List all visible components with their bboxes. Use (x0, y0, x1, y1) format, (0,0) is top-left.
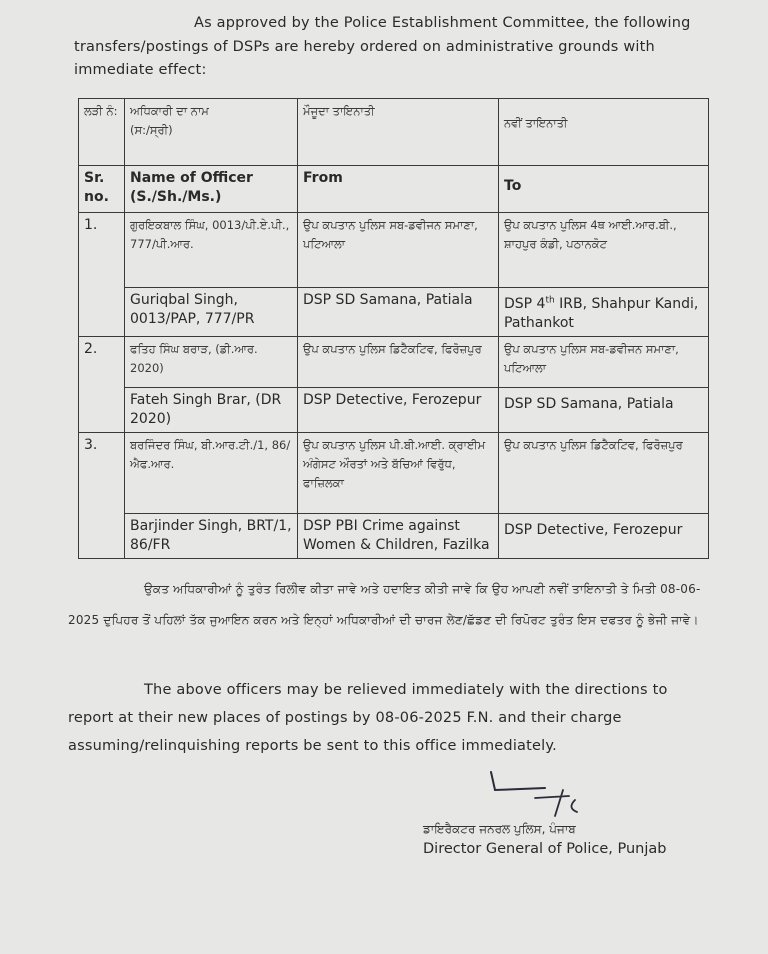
header-sr-pa: ਲੜੀ ਨੰ: (79, 99, 125, 166)
table-row (79, 288, 709, 337)
intro-line-1: As approved by the Police Establishment Committee, the following (194, 15, 691, 31)
row-name-en: Fateh Singh Brar, (DR 2020) (125, 388, 298, 433)
intro-line-2: transfers/postings of DSPs are hereby ordered on administrative grounds with (74, 38, 655, 55)
row-name-en: Barjinder Singh, BRT/1, 86/FR (125, 514, 298, 559)
row-name-pa: ਬਰਜਿੰਦਰ ਸਿੰਘ, ਬੀ.ਆਰ.ਟੀ./1, 86/ਐਫ.ਆਰ. (125, 433, 298, 514)
table-row (79, 433, 709, 514)
english-paragraph: The above officers may be relieved immediately with the directions to report at their new places of postings by 08-06-2025 F.N. and their charge assuming/relinquishing reports be sent to this office immediately. (68, 682, 668, 754)
header-sr: Sr. no. (79, 166, 125, 213)
header-to: To (499, 166, 709, 213)
row-to-en: DSP 4th IRB, Shahpur Kandi, Pathankot (499, 288, 709, 337)
row-from-pa: ਉਪ ਕਪਤਾਨ ਪੁਲਿਸ ਸਬ-ਡਵੀਜਨ ਸਮਾਣਾ, ਪਟਿਆਲਾ (298, 213, 499, 288)
row-name-pa: ਫਤਿਹ ਸਿੰਘ ਬਰਾੜ, (ਡੀ.ਆਰ. 2020) (125, 337, 298, 388)
header-name: Name of Officer (S./Sh./Ms.) (125, 166, 298, 213)
designation-english: Director General of Police, Punjab (423, 841, 667, 857)
row-sr: 3. (79, 433, 125, 559)
row-from-pa: ਉਪ ਕਪਤਾਨ ਪੁਲਿਸ ਡਿਟੈਕਟਿਵ, ਫਿਰੋਜ਼ਪੁਰ (298, 337, 499, 388)
row-to-pa: ਉਪ ਕਪਤਾਨ ਪੁਲਿਸ 4ਥ ਆਈ.ਆਰ.ਬੀ., ਸ਼ਾਹਪੁਰ ਕੰਡੀ, ਪਠਾਨਕੋਟ (499, 213, 709, 288)
table-row (79, 337, 709, 388)
row-from-pa: ਉਪ ਕਪਤਾਨ ਪੁਲਿਸ ਪੀ.ਬੀ.ਆਈ. ਕ੍ਰਾਈਮ ਅੰਗੇਸਟ ਔਰਤਾਂ ਅਤੇ ਬੱਚਿਆਂ ਵਿਰੁੱਧ, ਫਾਜ਼ਿਲਕਾ (298, 433, 499, 514)
row-from-en: DSP SD Samana, Patiala (298, 288, 499, 337)
signature-scribble (485, 768, 605, 820)
row-sr: 2. (79, 337, 125, 433)
row-name-pa: ਗੁਰਇਕਬਾਲ ਸਿੰਘ, 0013/ਪੀ.ਏ.ਪੀ., 777/ਪੀ.ਆਰ. (125, 213, 298, 288)
row-to-pa: ਉਪ ਕਪਤਾਨ ਪੁਲਿਸ ਸਬ-ਡਵੀਜਨ ਸਮਾਣਾ, ਪਟਿਆਲਾ (499, 337, 709, 388)
punjabi-paragraph: ਉਕਤ ਅਧਿਕਾਰੀਆਂ ਨੂੰ ਤੁਰੰਤ ਰਿਲੀਵ ਕੀਤਾ ਜਾਵੇ ਅਤੇ ਹਦਾਇਤ ਕੀਤੀ ਜਾਵੇ ਕਿ ਉਹ ਆਪਣੀ ਨਵੀਂ ਤਾਇਨਾਤੀ ਤੇ ਮਿਤੀ 08-06-2025 ਦੁਪਿਹਰ ਤੋਂ ਪਹਿਲਾਂ ਤੱਕ ਜੁਆਇਨ ਕਰਨ ਅਤੇ ਇਨ੍ਹਾਂ ਅਧਿਕਾਰੀਆਂ ਦੀ ਚਾਰਜ ਲੇਣ/ਛੱਡਣ ਦੀ ਰਿਪੋਰਟ ਤੁਰੰਤ ਇਸ ਦਫਤਰ ਨੂੰ ਭੇਜੀ ਜਾਵੇ। (68, 582, 701, 627)
row-to-pa: ਉਪ ਕਪਤਾਨ ਪੁਲਿਸ ਡਿਟੈਕਟਿਵ, ਫਿਰੋਜ਼ਪੁਰ (499, 433, 709, 514)
header-row-english (79, 166, 709, 213)
row-name-en: Guriqbal Singh, 0013/PAP, 777/PR (125, 288, 298, 337)
row-from-en: DSP PBI Crime against Women & Children, Fazilka (298, 514, 499, 559)
intro-paragraph (74, 12, 702, 83)
row-sr: 1. (79, 213, 125, 337)
row-from-en: DSP Detective, Ferozepur (298, 388, 499, 433)
table-row (79, 213, 709, 288)
header-from: From (298, 166, 499, 213)
row-to-en: DSP SD Samana, Patiala (499, 388, 709, 433)
header-to-pa: ਨਵੀਂ ਤਾਇਨਾਤੀ (499, 99, 709, 166)
table-row (79, 514, 709, 559)
header-row-punjabi (79, 99, 709, 166)
designation-punjabi: ਡਾਇਰੈਕਟਰ ਜਨਰਲ ਪੁਲਿਸ, ਪੰਜਾਬ (423, 822, 576, 836)
table-row (79, 388, 709, 433)
header-name-pa: ਅਧਿਕਾਰੀ ਦਾ ਨਾਮ (ਸ:/ਸ੍ਰੀ) (125, 99, 298, 166)
row-to-en: DSP Detective, Ferozepur (499, 514, 709, 559)
intro-line-3: immediate effect: (74, 62, 207, 78)
header-from-pa: ਮੌਜੂਦਾ ਤਾਇਨਾਤੀ (298, 99, 499, 166)
transfer-table (78, 98, 709, 559)
